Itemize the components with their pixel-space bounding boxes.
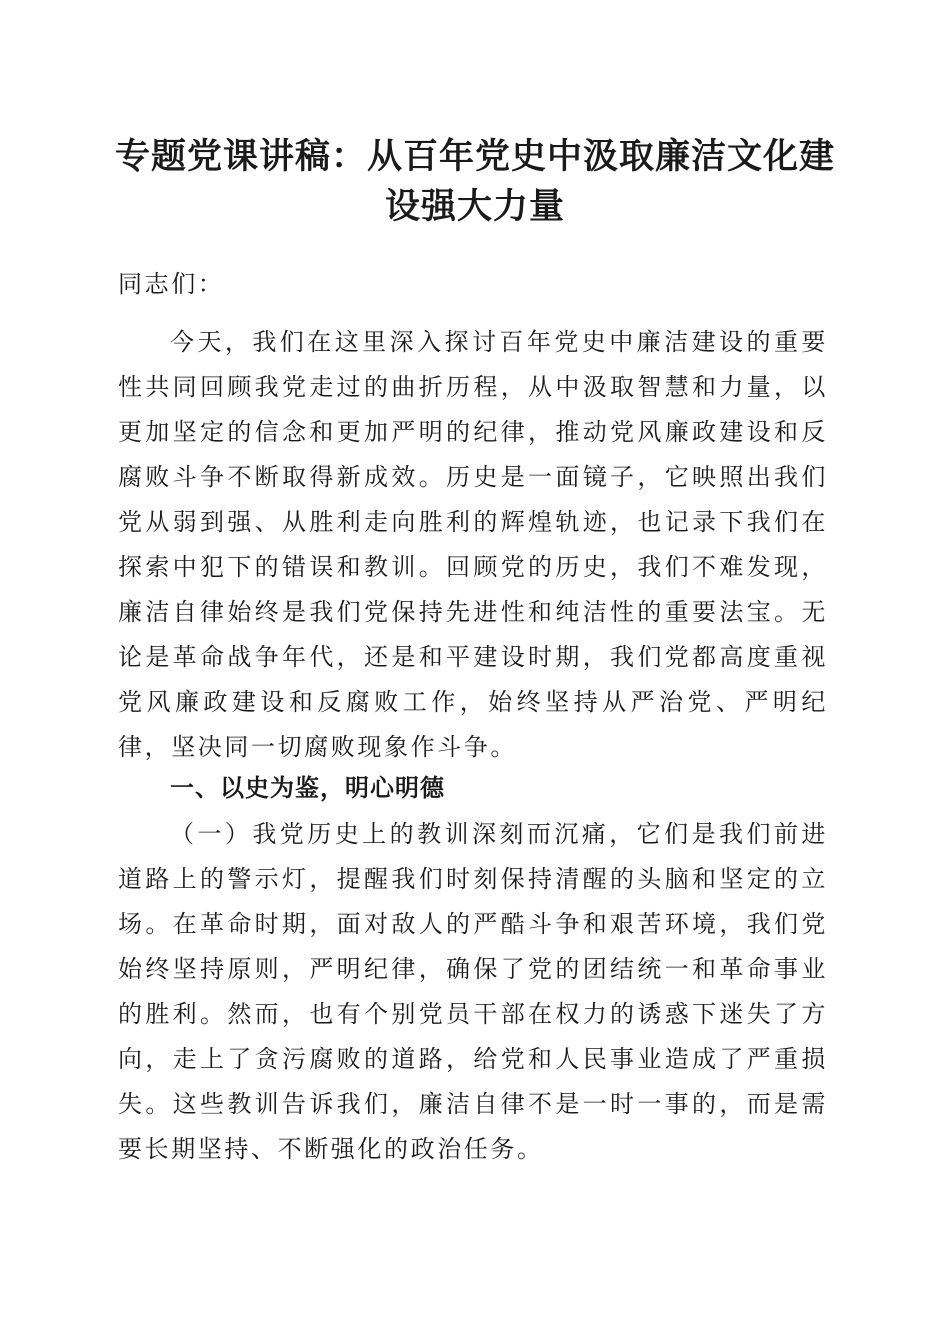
paragraph-section-1: （一）我党历史上的教训深刻而沉痛，它们是我们前进道路上的警示灯，提醒我们时刻保持清醒的头脑和坚定的立场。在革命时期，面对敌人的严酷斗争和艰苦环境，我们党始终坚持原则，严明纪律，确保了党的团结统一和革命事业的胜利。然而，也有个别党员干部在权力的诱惑下迷失了方向，走上了贪污腐败的道路，给党和人民事业造成了严重损失。这些教训告诉我们，廉洁自律不是一时一事的，而是需要长期坚持、不断强化的政治任务。	[118, 820, 828, 1163]
salutation: 同志们：	[118, 270, 225, 298]
document-title: 专题党课讲稿：从百年党史中汲取廉洁文化建设强大力量	[114, 136, 835, 227]
paragraph-intro: 今天，我们在这里深入探讨百年党史中廉洁建设的重要性共同回顾我党走过的曲折历程，从中汲取智慧和力量，以更加坚定的信念和更加严明的纪律，推动党风廉政建设和反腐败斗争不断取得新成效。历史是一面镜子，它映照出我们党从弱到强、从胜利走向胜利的辉煌轨迹，也记录下我们在探索中犯下的错误和教训。回顾党的历史，我们不难发现，廉洁自律始终是我们党保持先进性和纯洁性的重要法宝。无论是革命战争年代，还是和平建设时期，我们党都高度重视党风廉政建设和反腐败工作，始终坚持从严治党、严明纪律，坚决同一切腐败现象作斗争。	[118, 328, 828, 761]
section-heading: 一、以史为鉴，明心明德	[170, 774, 445, 802]
